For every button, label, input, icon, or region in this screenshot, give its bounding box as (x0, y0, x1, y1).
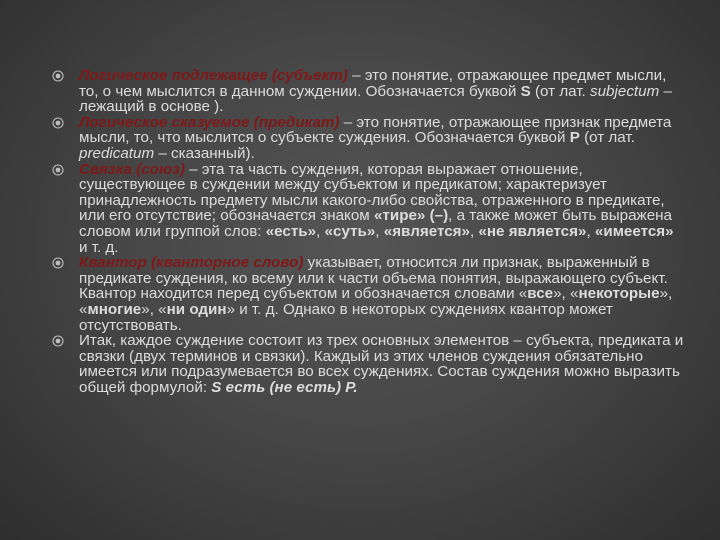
circled-dot-bullet-icon (52, 164, 64, 176)
bullet-text: – это понятие, отражающее предмет мысли, то, о чем мыслится в данном суждении. Обозначается буквой (79, 67, 667, 100)
bullet-text: (от лат. (530, 82, 591, 100)
bullet-copula (52, 162, 684, 256)
bullet-list (52, 68, 684, 395)
circled-dot-bullet-icon (52, 117, 64, 129)
bullet-text: – эта та часть суждения, которая выражает отношение, существующее в суждении между субъектом и предикатом; характеризует принадлежность предмету мысли какого-либо свойства, отраженного в предикате, или его отсутствие; обозначается знаком (79, 160, 665, 225)
term-predicate: Логическое сказуемое (предикат) (79, 113, 340, 131)
copula-word: «тире» (–) (373, 207, 449, 225)
quantifier-word: ни один (166, 300, 227, 318)
separator: , (316, 222, 325, 240)
copula-word: «не является» (478, 222, 587, 240)
separator: , (469, 222, 479, 240)
bullet-text: (от лат. (579, 129, 635, 147)
copula-word: «имеется» (594, 222, 674, 240)
symbol-s: S (520, 82, 531, 100)
bullet-summary (52, 333, 684, 395)
bullet-text: указывает, относится ли признак, выраженный в предикате суждения, ко всему или к части объема понятия, выражающего субъект. Квантор находится перед субъектом и обозначается словами « (79, 254, 668, 303)
copula-word: «суть» (324, 222, 376, 240)
term-copula: Связка (союз) (79, 160, 185, 178)
bullet-quantifier (52, 255, 684, 333)
separator: », « (141, 300, 167, 318)
separator: , (586, 222, 595, 240)
formula: S есть (не есть) P. (211, 378, 358, 396)
bullet-subject (52, 68, 684, 115)
symbol-p: P (569, 129, 580, 147)
copula-word: «является» (383, 222, 470, 240)
quantifier-word: все (527, 285, 554, 303)
circled-dot-bullet-icon (52, 70, 64, 82)
bullet-text: , а также может быть выражена словом или группой слов: (79, 207, 672, 240)
bullet-text: – лежащий в основе ). (79, 82, 672, 116)
bullet-text: Итак, каждое суждение состоит из трех основных элементов – субъекта, предиката и связки (двух терминов и связки). Каждый из этих членов суждения обязательно имеется или подразумевается во всех суждениях. Состав суждения можно выразить общей формулой: (79, 332, 684, 396)
bullet-text: – сказанный). (154, 144, 255, 162)
latin-word: subjectum (590, 82, 660, 100)
quantifier-word: многие (87, 300, 142, 318)
bullet-text: – это понятие, отражающее признак предмета мысли, то, что мыслится о субъекте суждения. Обозначается буквой (79, 113, 672, 147)
bullet-predicate (52, 115, 684, 162)
separator: », « (79, 285, 673, 318)
circled-dot-bullet-icon (52, 257, 64, 269)
copula-word: «есть» (265, 222, 317, 240)
term-quantifier: Квантор (кванторное слово) (79, 254, 304, 272)
bullet-text: и т. д. (79, 238, 119, 256)
term-subject: Логическое подлежащее (субъект) (79, 67, 348, 84)
circled-dot-bullet-icon (52, 335, 64, 347)
bullet-text: » и т. д. Однако в некоторых суждениях квантор может отсутствовать. (79, 300, 613, 334)
separator: , (375, 222, 384, 240)
latin-word: predicatum (79, 144, 155, 162)
separator: », « (553, 285, 579, 303)
quantifier-word: некоторые (578, 285, 660, 303)
